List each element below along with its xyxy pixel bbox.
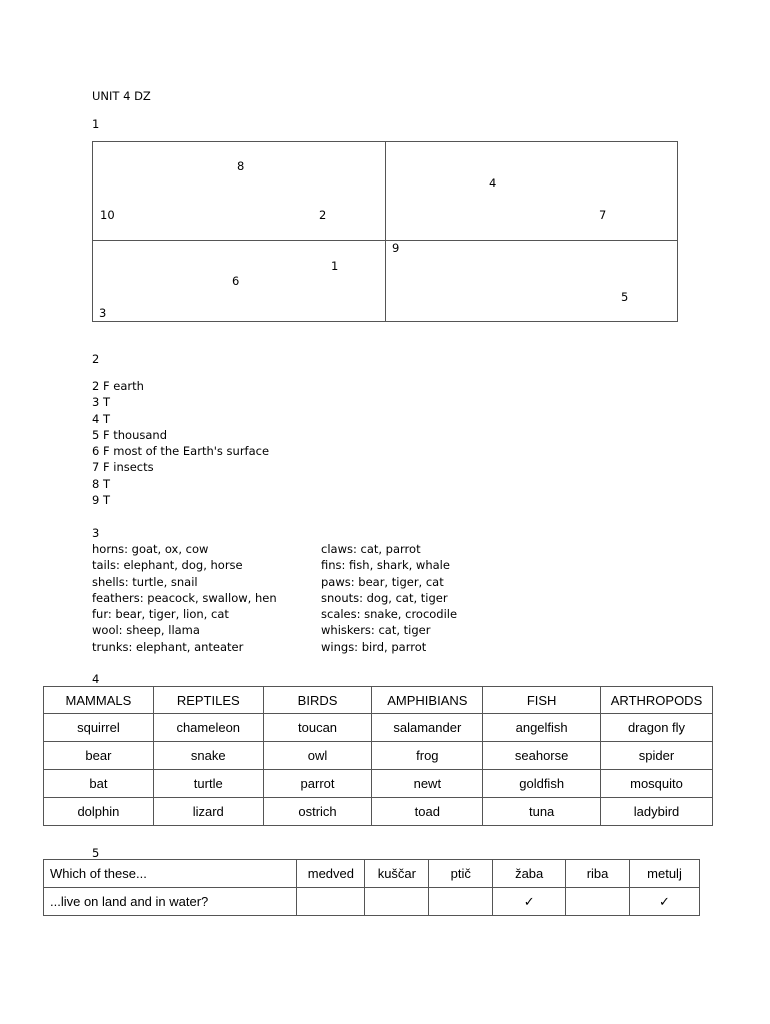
body-part-line: claws: cat, parrot: [321, 542, 421, 556]
table-cell: ladybird: [601, 798, 713, 826]
grid-label: 6: [232, 274, 240, 288]
column-header: kuščar: [365, 860, 429, 888]
body-part-line: feathers: peacock, swallow, hen: [92, 590, 277, 605]
section-1-number: 1: [92, 117, 100, 131]
grid-label: 2: [319, 208, 327, 222]
table-cell: bat: [44, 770, 154, 798]
body-part-line: snouts: dog, cat, tiger: [321, 590, 448, 605]
table-cell: seahorse: [483, 742, 601, 770]
column-header: metulj: [630, 860, 700, 888]
question-header: Which of these...: [44, 860, 297, 888]
section-2-number: 2: [92, 352, 100, 366]
column-header: FISH: [483, 687, 601, 714]
table-cell: snake: [153, 742, 263, 770]
answer-cell: [566, 888, 630, 916]
table-cell: bear: [44, 742, 154, 770]
table-cell: spider: [601, 742, 713, 770]
table-cell: toad: [372, 798, 483, 826]
body-part-line: fur: bear, tiger, lion, cat: [92, 607, 229, 622]
section-2-answers: [92, 378, 269, 508]
body-part-line: wings: bird, parrot: [321, 639, 427, 654]
page-title: UNIT 4 DZ: [92, 89, 151, 103]
body-part-line: trunks: elephant, anteater: [92, 639, 244, 654]
checkmark-icon: ✓: [493, 888, 566, 916]
column-header: ARTHROPODS: [601, 687, 713, 714]
section-3-left-column: [92, 541, 277, 655]
table-cell: dolphin: [44, 798, 154, 826]
grid-label: 5: [621, 290, 629, 304]
answer-line: 9 T: [92, 493, 110, 508]
table-cell: frog: [372, 742, 483, 770]
grid-label: 1: [331, 259, 339, 273]
table-row: [44, 888, 700, 916]
answer-line: 7 F insects: [92, 460, 154, 475]
table-cell: ostrich: [263, 798, 372, 826]
table-row: [44, 770, 713, 798]
grid-divider-vertical: [385, 142, 386, 321]
answer-line: 6 F most of the Earth's surface: [92, 444, 270, 459]
table-header-row: [44, 687, 713, 714]
body-part-line: tails: elephant, dog, horse: [92, 558, 243, 573]
answer-cell: [297, 888, 365, 916]
animal-classification-table: [43, 686, 713, 826]
grid-label: 10: [100, 208, 115, 222]
section-4-number: 4: [92, 672, 100, 686]
table-cell: squirrel: [44, 714, 154, 742]
table-cell: salamander: [372, 714, 483, 742]
body-part-line: scales: snake, crocodile: [321, 607, 458, 622]
answer-line: 8 T: [92, 476, 110, 491]
column-header: žaba: [493, 860, 566, 888]
section-5-number: 5: [92, 846, 100, 860]
table-row: [44, 798, 713, 826]
grid-label: 3: [99, 306, 107, 320]
column-header: medved: [297, 860, 365, 888]
body-part-line: fins: fish, shark, whale: [321, 558, 450, 573]
grid-label: 8: [237, 159, 245, 173]
answer-line: 4 T: [92, 411, 110, 426]
table-cell: angelfish: [483, 714, 601, 742]
question-cell: ...live on land and in water?: [44, 888, 297, 916]
table-cell: tuna: [483, 798, 601, 826]
body-part-line: paws: bear, tiger, cat: [321, 574, 444, 589]
table-cell: turtle: [153, 770, 263, 798]
column-header: BIRDS: [263, 687, 372, 714]
grid-label: 7: [599, 208, 607, 222]
answer-cell: [365, 888, 429, 916]
column-header: AMPHIBIANS: [372, 687, 483, 714]
table-cell: parrot: [263, 770, 372, 798]
grid-divider-horizontal: [93, 240, 677, 241]
table-header-row: [44, 860, 700, 888]
table-row: [44, 714, 713, 742]
column-header: MAMMALS: [44, 687, 154, 714]
grid-label: 4: [489, 176, 497, 190]
answer-cell: [429, 888, 493, 916]
table-row: [44, 742, 713, 770]
table-cell: goldfish: [483, 770, 601, 798]
body-part-line: shells: turtle, snail: [92, 574, 198, 589]
section-3-number: 3: [92, 526, 100, 540]
answer-line: 3 T: [92, 395, 110, 410]
section-3-right-column: [321, 541, 457, 655]
numbered-grid: [92, 141, 678, 322]
checkmark-icon: ✓: [630, 888, 700, 916]
table-cell: newt: [372, 770, 483, 798]
column-header: riba: [566, 860, 630, 888]
grid-label: 9: [392, 241, 400, 255]
body-part-line: wool: sheep, llama: [92, 623, 200, 638]
habitat-question-table: [43, 859, 700, 916]
body-part-line: horns: goat, ox, cow: [92, 542, 209, 556]
column-header: REPTILES: [153, 687, 263, 714]
answer-line: 2 F earth: [92, 379, 144, 393]
answer-line: 5 F thousand: [92, 427, 167, 442]
body-part-line: whiskers: cat, tiger: [321, 623, 431, 638]
table-cell: chameleon: [153, 714, 263, 742]
table-cell: mosquito: [601, 770, 713, 798]
table-cell: lizard: [153, 798, 263, 826]
table-cell: toucan: [263, 714, 372, 742]
table-cell: owl: [263, 742, 372, 770]
table-cell: dragon fly: [601, 714, 713, 742]
column-header: ptič: [429, 860, 493, 888]
